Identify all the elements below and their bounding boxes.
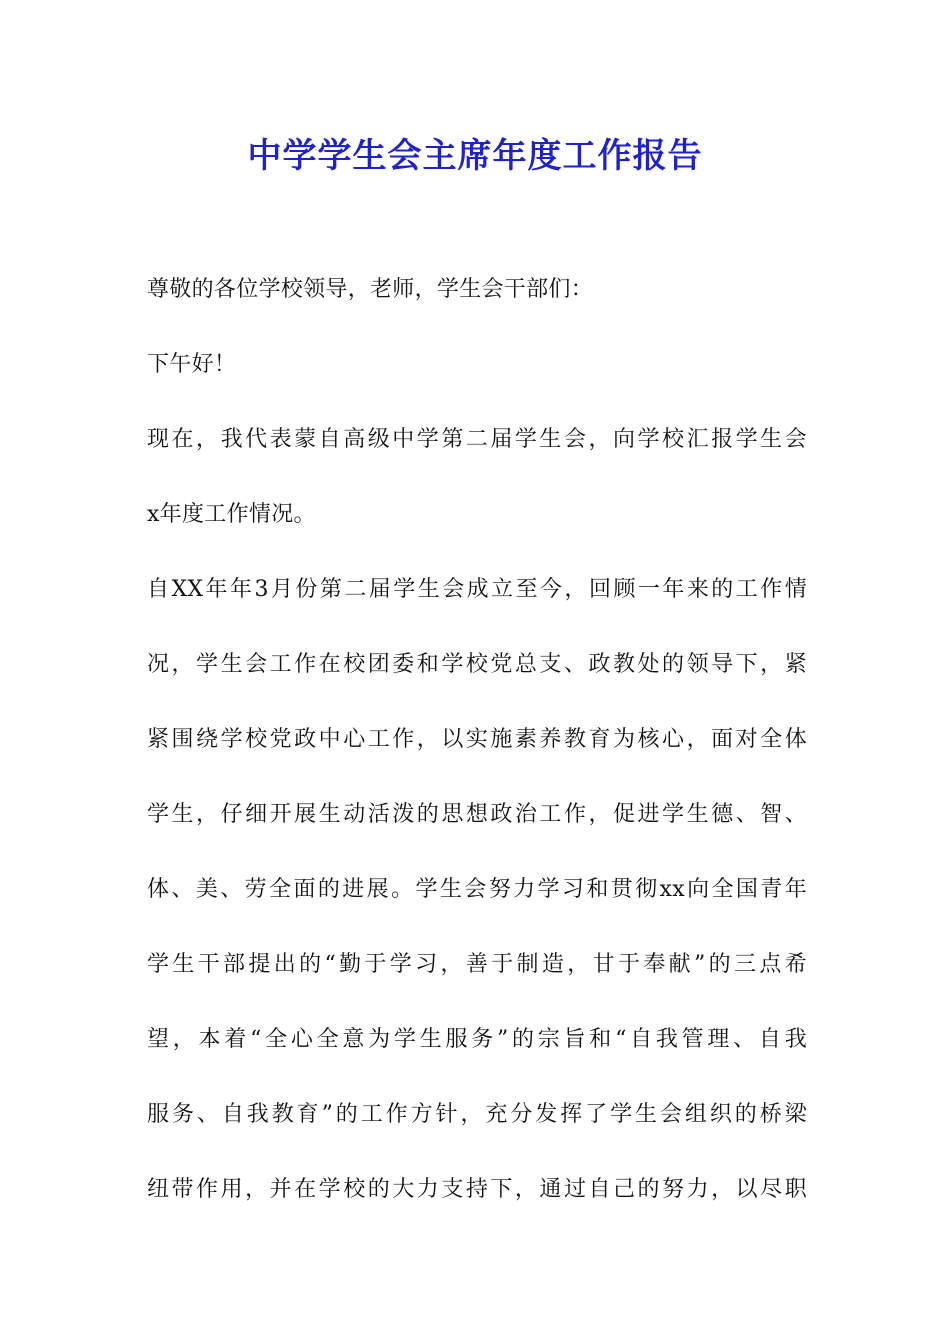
document-title: 中学学生会主席年度工作报告	[247, 136, 703, 176]
body-line: 自XX年年3月份第二届学生会成立至今，回顾一年来的工作情	[147, 577, 807, 602]
body-line: 况，学生会工作在校团委和学校党总支、政教处的领导下，紧	[147, 652, 807, 677]
body-line: 纽带作用，并在学校的大力支持下，通过自己的努力，以尽职	[147, 1177, 807, 1202]
body-line: 望，本着“全心全意为学生服务”的宗旨和“自我管理、自我	[147, 1027, 807, 1052]
body-line: 学生干部提出的“勤于学习，善于制造，甘于奉献”的三点希	[147, 952, 807, 977]
salutation-line: 尊敬的各位学校领导，老师，学生会干部们：	[147, 277, 594, 302]
body-line: 紧围绕学校党政中心工作，以实施素养教育为核心，面对全体	[147, 727, 807, 752]
body-line: 服务、自我教育”的工作方针，充分发挥了学生会组织的桥梁	[147, 1102, 807, 1127]
body-line: 学生，仔细开展生动活泼的思想政治工作，促进学生德、智、	[147, 802, 807, 827]
body-line: x年度工作情况。	[147, 502, 316, 527]
greeting-line: 下午好！	[147, 352, 237, 377]
body-line: 现在，我代表蒙自高级中学第二届学生会，向学校汇报学生会	[147, 427, 807, 452]
body-line: 体、美、劳全面的进展。学生会努力学习和贯彻xx向全国青年	[147, 877, 807, 902]
